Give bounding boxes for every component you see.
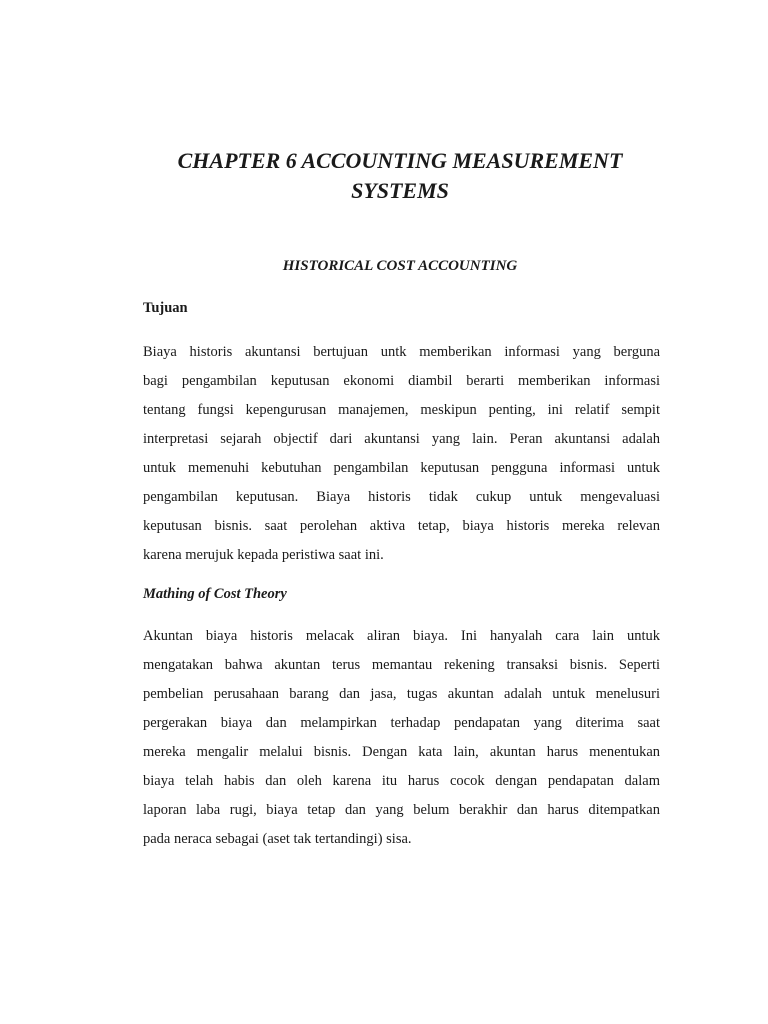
paragraph-mathing xyxy=(143,622,660,854)
paragraph-line: pembelian perusahaan barang dan jasa, tugas akuntan adalah untuk menelusuri xyxy=(143,686,660,702)
paragraph-line: biaya telah habis dan oleh karena itu harus cocok dengan pendapatan dalam xyxy=(143,773,660,789)
paragraph-line: laporan laba rugi, biaya tetap dan yang belum berakhir dan harus ditempatkan xyxy=(143,802,660,818)
chapter-title xyxy=(100,146,700,206)
paragraph-line: pergerakan biaya dan melampirkan terhadap pendapatan yang diterima saat xyxy=(143,715,660,731)
paragraph-line: mengatakan bahwa akuntan terus memantau rekening transaksi bisnis. Seperti xyxy=(143,657,660,673)
paragraph-line: bagi pengambilan keputusan ekonomi diambil berarti memberikan informasi xyxy=(143,373,660,389)
paragraph-line: karena merujuk kepada peristiwa saat ini. xyxy=(143,547,384,563)
paragraph-line: mereka mengalir melalui bisnis. Dengan kata lain, akuntan harus menentukan xyxy=(143,744,660,760)
paragraph-line: untuk memenuhi kebutuhan pengambilan keputusan pengguna informasi untuk xyxy=(143,460,660,476)
heading-mathing-of-cost-theory: Mathing of Cost Theory xyxy=(143,586,287,602)
paragraph-line: Akuntan biaya historis melacak aliran biaya. Ini hanyalah cara lain untuk xyxy=(143,628,660,644)
paragraph-tujuan xyxy=(143,338,660,570)
section-title: HISTORICAL COST ACCOUNTING xyxy=(282,258,518,274)
paragraph-line: tentang fungsi kepengurusan manajemen, meskipun penting, ini relatif sempit xyxy=(143,402,660,418)
chapter-title-line-2: SYSTEMS xyxy=(351,178,449,203)
heading-tujuan: Tujuan xyxy=(143,300,188,316)
chapter-title-line-1: CHAPTER 6 ACCOUNTING MEASUREMENT xyxy=(177,148,623,173)
paragraph-line: pada neraca sebagai (aset tak tertandingi) sisa. xyxy=(143,831,412,847)
paragraph-line: pengambilan keputusan. Biaya historis tidak cukup untuk mengevaluasi xyxy=(143,489,660,505)
paragraph-line: interpretasi sejarah objectif dari akuntansi yang lain. Peran akuntansi adalah xyxy=(143,431,660,447)
paragraph-line: Biaya historis akuntansi bertujuan untk memberikan informasi yang berguna xyxy=(143,344,660,360)
paragraph-line: keputusan bisnis. saat perolehan aktiva tetap, biaya historis mereka relevan xyxy=(143,518,660,534)
